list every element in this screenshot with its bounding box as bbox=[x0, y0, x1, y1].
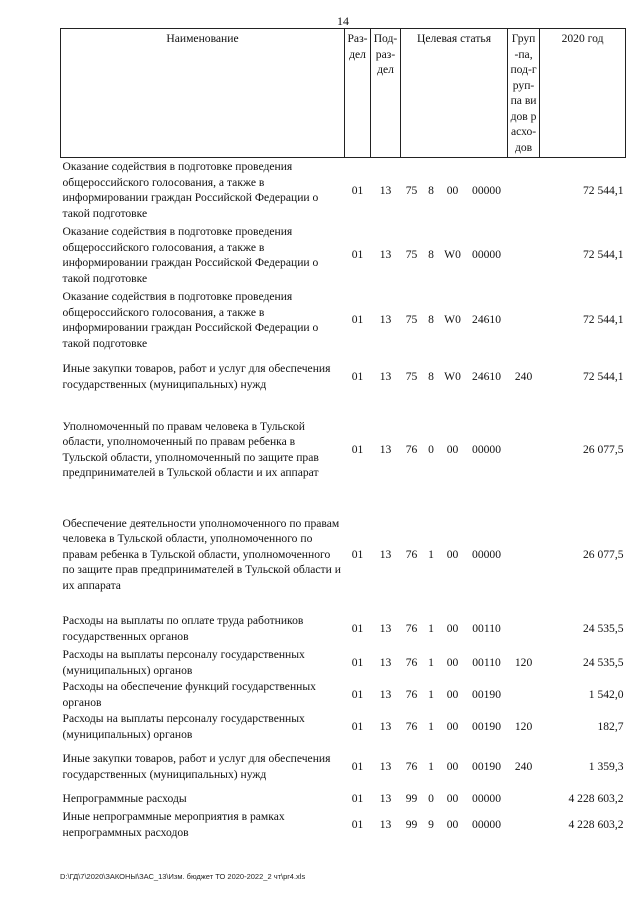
cell-c1: 76 bbox=[405, 547, 418, 561]
cell-c3: W0 bbox=[444, 313, 461, 327]
header-gruppa-vidov-rashodov: Груп-па, под-груп-па видов расхо-дов bbox=[508, 29, 540, 158]
cell-c4: 00000 bbox=[472, 817, 502, 831]
cell-c1: 75 bbox=[405, 183, 418, 197]
cell-pr: 13 bbox=[379, 183, 392, 197]
header-year: 2020 год bbox=[540, 29, 626, 158]
cell-c4: 00190 bbox=[472, 687, 502, 701]
cell-amount: 26 077,5 bbox=[582, 442, 624, 456]
cell-pr: 13 bbox=[379, 719, 392, 733]
cell-c1: 75 bbox=[405, 248, 418, 262]
cell-r: 01 bbox=[351, 369, 364, 383]
cell-c4: 00000 bbox=[472, 547, 502, 561]
cell-c2: 1 bbox=[428, 687, 434, 701]
cell-pr: 13 bbox=[379, 547, 392, 561]
cell-amount: 4 228 603,2 bbox=[568, 817, 624, 831]
cell-name: Оказание содействия в подготовке проведения общероссийского голосования, а также в информировании граждан Российской Федерации о такой подготовке bbox=[62, 290, 319, 350]
table-row bbox=[61, 791, 626, 808]
cell-pr: 13 bbox=[379, 313, 392, 327]
table-row bbox=[61, 743, 626, 791]
cell-vr: 240 bbox=[514, 369, 533, 383]
header-celevaya-statya: Целевая статья bbox=[401, 29, 508, 158]
cell-c1: 76 bbox=[405, 442, 418, 456]
cell-c4: 00190 bbox=[472, 759, 502, 773]
page-number: 14 bbox=[337, 14, 349, 28]
table-row bbox=[61, 353, 626, 401]
cell-name: Оказание содействия в подготовке проведения общероссийского голосования, а также в информировании граждан Российской Федерации о такой подготовке bbox=[62, 160, 319, 220]
cell-vr: 120 bbox=[514, 655, 533, 669]
cell-name: Иные непрограммные мероприятия в рамках непрограммных расходов bbox=[62, 810, 285, 839]
cell-vr bbox=[508, 158, 540, 223]
cell-r: 01 bbox=[351, 547, 364, 561]
cell-c4: 00000 bbox=[472, 442, 502, 456]
cell-amount: 1 359,3 bbox=[588, 759, 624, 773]
cell-c3: 00 bbox=[446, 183, 459, 197]
header-podrazdel: Под-раз-дел bbox=[371, 29, 401, 158]
cell-c3: 00 bbox=[446, 719, 459, 733]
header-razdel: Раз-дел bbox=[345, 29, 371, 158]
table-row bbox=[61, 679, 626, 711]
cell-r: 01 bbox=[351, 719, 364, 733]
cell-pr: 13 bbox=[379, 687, 392, 701]
cell-amount: 72 544,1 bbox=[582, 369, 624, 383]
cell-name: Обеспечение деятельности уполномоченного по правам человека в Тульской области, уполномоченного по правам ребенка в Тульской области, уполномоченного по защите прав предпринимателей в Тульской области и их аппарата bbox=[62, 516, 341, 592]
cell-c3: 00 bbox=[446, 655, 459, 669]
cell-vr bbox=[508, 611, 540, 647]
cell-r: 01 bbox=[351, 183, 364, 197]
cell-r: 01 bbox=[351, 313, 364, 327]
table-row bbox=[61, 711, 626, 743]
cell-c3: 00 bbox=[446, 759, 459, 773]
cell-c1: 76 bbox=[405, 621, 418, 635]
cell-r: 01 bbox=[351, 655, 364, 669]
cell-vr bbox=[508, 791, 540, 808]
cell-amount: 1 542,0 bbox=[588, 687, 624, 701]
cell-c3: 00 bbox=[446, 442, 459, 456]
cell-pr: 13 bbox=[379, 655, 392, 669]
cell-c4: 00190 bbox=[472, 719, 502, 733]
cell-c4: 00000 bbox=[472, 792, 502, 806]
cell-name: Непрограммные расходы bbox=[62, 792, 187, 806]
cell-c1: 76 bbox=[405, 687, 418, 701]
cell-c1: 76 bbox=[405, 719, 418, 733]
cell-c3: 00 bbox=[446, 792, 459, 806]
table-row bbox=[61, 288, 626, 353]
cell-name: Иные закупки товаров, работ и услуг для обеспечения государственных (муниципальных) нужд bbox=[62, 362, 331, 391]
cell-vr: 120 bbox=[514, 719, 533, 733]
header-name: Наименование bbox=[61, 29, 345, 158]
cell-c3: 00 bbox=[446, 621, 459, 635]
cell-c4: 00000 bbox=[472, 248, 502, 262]
cell-c1: 75 bbox=[405, 369, 418, 383]
table-row bbox=[61, 808, 626, 842]
cell-r: 01 bbox=[351, 621, 364, 635]
cell-vr bbox=[508, 288, 540, 353]
cell-c1: 99 bbox=[405, 792, 418, 806]
cell-pr: 13 bbox=[379, 369, 392, 383]
cell-pr: 13 bbox=[379, 792, 392, 806]
cell-c2: 0 bbox=[428, 442, 434, 456]
cell-name: Уполномоченный по правам человека в Тульской области, уполномоченный по правам ребенка в Тульской области, уполномоченный по защите прав предпринимателей в Тульской области и их аппарат bbox=[62, 419, 319, 479]
cell-name: Расходы на обеспечение функций государственных органов bbox=[62, 680, 316, 709]
cell-amount: 72 544,1 bbox=[582, 313, 624, 327]
cell-c2: 1 bbox=[428, 655, 434, 669]
cell-amount: 4 228 603,2 bbox=[568, 792, 624, 806]
cell-c3: 00 bbox=[446, 547, 459, 561]
table-row bbox=[61, 158, 626, 223]
cell-pr: 13 bbox=[379, 621, 392, 635]
table-row bbox=[61, 647, 626, 679]
cell-c1: 76 bbox=[405, 759, 418, 773]
cell-c2: 8 bbox=[428, 248, 434, 262]
cell-amount: 24 535,5 bbox=[582, 655, 624, 669]
budget-table bbox=[60, 28, 626, 842]
cell-c3: 00 bbox=[446, 817, 459, 831]
cell-c2: 9 bbox=[428, 817, 434, 831]
cell-amount: 26 077,5 bbox=[582, 547, 624, 561]
cell-vr bbox=[508, 679, 540, 711]
cell-r: 01 bbox=[351, 687, 364, 701]
table-row bbox=[61, 611, 626, 647]
cell-amount: 182,7 bbox=[597, 719, 624, 733]
cell-name: Расходы на выплаты персоналу государственных (муниципальных) органов bbox=[62, 648, 305, 677]
cell-r: 01 bbox=[351, 759, 364, 773]
cell-amount: 24 535,5 bbox=[582, 621, 624, 635]
cell-c2: 8 bbox=[428, 183, 434, 197]
file-path-footer: D:\ГД\7\2020\ЗАКОНЫ\ЗАС_13\Изм. бюджет ТО 2020-2022_2 чт\pr4.xls bbox=[60, 872, 306, 881]
cell-name: Оказание содействия в подготовке проведения общероссийского голосования, а также в информировании граждан Российской Федерации о такой подготовке bbox=[62, 225, 319, 285]
cell-c3: 00 bbox=[446, 687, 459, 701]
cell-c2: 1 bbox=[428, 719, 434, 733]
table-row bbox=[61, 223, 626, 288]
cell-pr: 13 bbox=[379, 759, 392, 773]
table-row bbox=[61, 401, 626, 499]
table-row bbox=[61, 499, 626, 611]
cell-pr: 13 bbox=[379, 817, 392, 831]
cell-c1: 75 bbox=[405, 313, 418, 327]
cell-vr bbox=[508, 223, 540, 288]
cell-c4: 00000 bbox=[472, 183, 502, 197]
cell-r: 01 bbox=[351, 817, 364, 831]
cell-c4: 00110 bbox=[472, 621, 501, 635]
cell-c4: 24610 bbox=[472, 313, 502, 327]
cell-c3: W0 bbox=[444, 248, 461, 262]
cell-c2: 1 bbox=[428, 759, 434, 773]
cell-c2: 8 bbox=[428, 313, 434, 327]
cell-c4: 00110 bbox=[472, 655, 501, 669]
cell-vr bbox=[508, 499, 540, 611]
cell-name: Расходы на выплаты персоналу государственных (муниципальных) органов bbox=[62, 712, 305, 741]
cell-c4: 24610 bbox=[472, 369, 502, 383]
cell-pr: 13 bbox=[379, 442, 392, 456]
cell-c2: 0 bbox=[428, 792, 434, 806]
cell-name: Расходы на выплаты по оплате труда работников государственных органов bbox=[62, 614, 304, 643]
cell-r: 01 bbox=[351, 248, 364, 262]
cell-amount: 72 544,1 bbox=[582, 183, 624, 197]
cell-amount: 72 544,1 bbox=[582, 248, 624, 262]
cell-c2: 1 bbox=[428, 621, 434, 635]
cell-c1: 99 bbox=[405, 817, 418, 831]
cell-r: 01 bbox=[351, 792, 364, 806]
cell-r: 01 bbox=[351, 442, 364, 456]
cell-c3: W0 bbox=[444, 369, 461, 383]
cell-c2: 8 bbox=[428, 369, 434, 383]
cell-vr bbox=[508, 401, 540, 499]
table-header-row bbox=[61, 29, 626, 158]
cell-c2: 1 bbox=[428, 547, 434, 561]
cell-pr: 13 bbox=[379, 248, 392, 262]
cell-name: Иные закупки товаров, работ и услуг для обеспечения государственных (муниципальных) нужд bbox=[62, 752, 331, 781]
cell-vr bbox=[508, 808, 540, 842]
cell-vr: 240 bbox=[514, 759, 533, 773]
cell-c1: 76 bbox=[405, 655, 418, 669]
